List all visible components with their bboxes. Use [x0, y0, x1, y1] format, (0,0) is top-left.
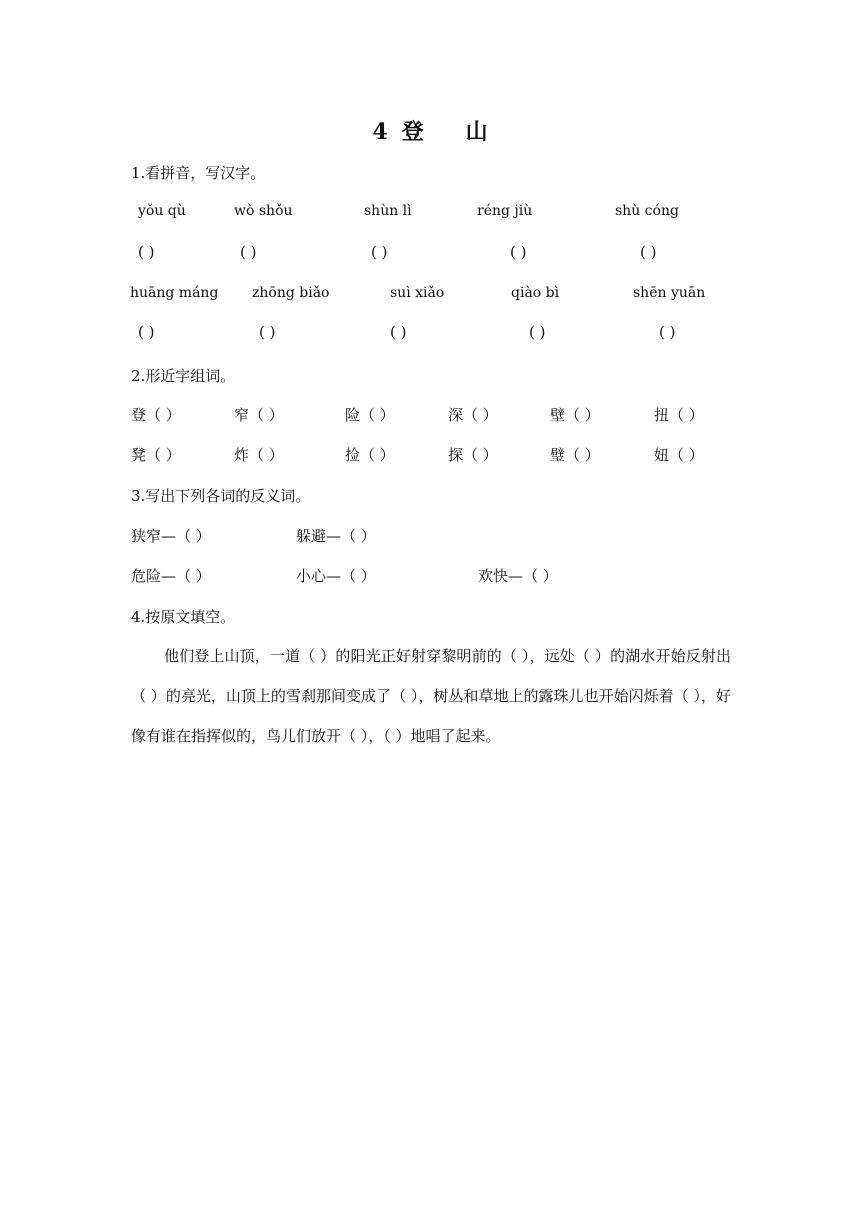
similar-char-item[interactable]: 妞（ ）: [654, 446, 704, 464]
similar-char-item[interactable]: 探（ ）: [448, 446, 498, 464]
answer-blank[interactable]: ( ): [390, 323, 407, 341]
section1-heading: 1.看拼音，写汉字。: [131, 164, 266, 182]
answer-blank[interactable]: ( ): [371, 243, 388, 261]
section4-heading: 4.按原文填空。: [131, 608, 236, 626]
answer-blank[interactable]: ( ): [640, 243, 657, 261]
antonym-item[interactable]: 躲避—（ ）: [296, 527, 376, 545]
pinyin-item: réng jiù: [477, 203, 533, 219]
section3-heading: 3.写出下列各词的反义词。: [131, 487, 311, 505]
similar-char-item[interactable]: 炸（ ）: [234, 446, 284, 464]
antonym-item[interactable]: 狭窄—（ ）: [131, 527, 211, 545]
pinyin-item: yǒu qù: [138, 203, 186, 219]
title-char-1: 登: [401, 119, 424, 145]
similar-char-item[interactable]: 捡（ ）: [345, 446, 395, 464]
pinyin-item: suì xiǎo: [390, 285, 445, 301]
similar-char-item[interactable]: 凳（ ）: [131, 446, 181, 464]
pinyin-item: shù cóng: [615, 203, 679, 219]
section2-heading: 2.形近字组词。: [131, 367, 236, 385]
fill-in-paragraph[interactable]: 他们登上山顶，一道（ ）的阳光正好射穿黎明前的（ ），远处（ ）的湖水开始反射出（ ）的亮光，山顶上的雪刹那间变成了（ ），树丛和草地上的露珠儿也开始闪烁着（ ），好像有谁在指挥似的，鸟儿们放开（ ），（ ）地唱了起来。: [131, 647, 731, 745]
similar-char-item[interactable]: 扭（ ）: [654, 406, 704, 424]
answer-blank[interactable]: ( ): [138, 323, 155, 341]
pinyin-item: huāng máng: [130, 285, 219, 301]
similar-char-item[interactable]: 窄（ ）: [234, 406, 284, 424]
title-char-2: 山: [465, 119, 488, 145]
answer-blank[interactable]: ( ): [259, 323, 276, 341]
pinyin-item: zhōng biǎo: [252, 285, 330, 301]
similar-char-item[interactable]: 璧（ ）: [550, 446, 600, 464]
pinyin-item: qiào bì: [511, 285, 560, 301]
similar-char-item[interactable]: 登（ ）: [131, 406, 181, 424]
lesson-number: 4: [372, 119, 388, 145]
answer-blank[interactable]: ( ): [659, 323, 676, 341]
antonym-item[interactable]: 危险—（ ）: [131, 567, 211, 585]
antonym-item[interactable]: 欢快—（ ）: [478, 567, 558, 585]
similar-char-item[interactable]: 险（ ）: [345, 406, 395, 424]
similar-char-item[interactable]: 深（ ）: [448, 406, 498, 424]
pinyin-item: wò shǒu: [234, 203, 293, 219]
page-title: [0, 115, 860, 146]
antonym-item[interactable]: 小心—（ ）: [296, 567, 376, 585]
answer-blank[interactable]: ( ): [529, 323, 546, 341]
answer-blank[interactable]: ( ): [240, 243, 257, 261]
pinyin-item: shēn yuān: [633, 285, 706, 301]
similar-char-item[interactable]: 壁（ ）: [550, 406, 600, 424]
answer-blank[interactable]: ( ): [510, 243, 527, 261]
pinyin-item: shùn lì: [364, 203, 412, 219]
answer-blank[interactable]: ( ): [138, 243, 155, 261]
